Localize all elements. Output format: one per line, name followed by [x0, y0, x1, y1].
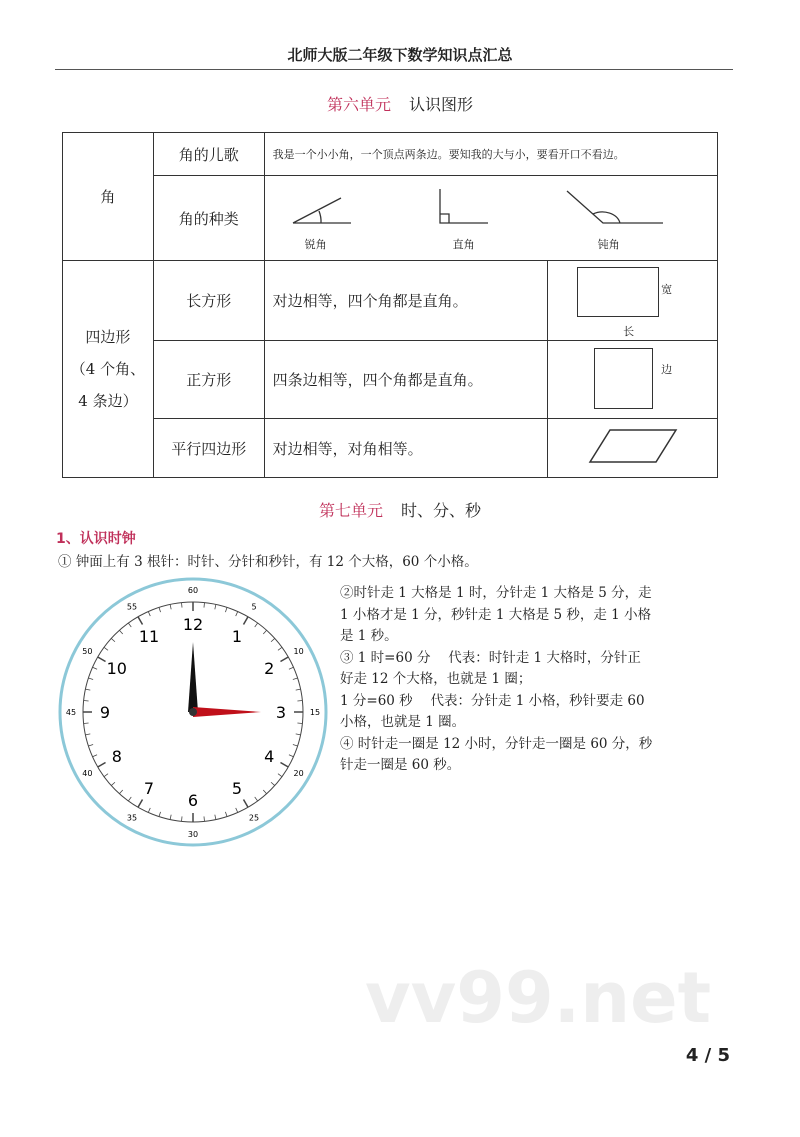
tick-mark: [111, 782, 115, 785]
tick-mark: [159, 607, 161, 612]
minute-numeral: 25: [248, 813, 260, 823]
tick-mark: [104, 647, 108, 650]
tick-mark: [148, 612, 150, 617]
tick-mark: [297, 723, 302, 724]
rectangle-shape: [577, 267, 659, 317]
cell-quad: [63, 261, 154, 478]
unit-number: 第七单元: [318, 501, 383, 520]
cell-square: 正方形: [153, 341, 264, 419]
cell-types-label: 角的种类: [153, 176, 264, 261]
tick-mark: [138, 617, 143, 625]
page-number: 4 / 5: [685, 1045, 730, 1066]
tick-mark: [296, 689, 301, 690]
label-side: 边: [661, 363, 673, 376]
clock-center: [189, 708, 197, 716]
hour-numeral: 2: [264, 659, 275, 678]
tick-mark: [204, 816, 205, 821]
tick-mark: [98, 657, 106, 662]
tick-mark: [93, 755, 98, 757]
hour-numeral: 3: [275, 703, 287, 722]
unit-number: 第六单元: [326, 95, 391, 114]
cell-para: 平行四边形: [153, 419, 264, 478]
tick-mark: [88, 678, 93, 680]
tick-mark: [182, 816, 183, 821]
hour-numeral: 7: [143, 779, 155, 799]
header-rule: [55, 69, 733, 70]
tick-mark: [104, 774, 108, 777]
tick-mark: [255, 797, 258, 801]
note-line: 小格，也就是 1 圈。: [340, 714, 466, 730]
tick-mark: [271, 638, 275, 641]
note-line: 1 分=60 秒 代表：分针走 1 小格，秒针要走 60: [340, 692, 645, 709]
label-obtuse: 钝角: [597, 238, 620, 251]
quad-note: （4 个角、: [70, 360, 146, 378]
parallelogram-shape: [588, 426, 678, 466]
watermark: vv99.net: [365, 957, 712, 1039]
tick-mark: [128, 797, 131, 801]
tick-mark: [98, 763, 106, 768]
tick-mark: [263, 790, 266, 794]
cell-rect-desc: 对边相等，四个角都是直角。: [264, 261, 547, 341]
cell-angle-types: [264, 176, 717, 261]
angle-diagrams: [265, 176, 719, 261]
cell-song: 我是一个小小角，一个顶点两条边。要知我的大与小，要看开口不看边。: [264, 133, 717, 176]
tick-mark: [159, 812, 161, 817]
cell-song-label: 角的儿歌: [153, 133, 264, 176]
tick-mark: [170, 815, 171, 820]
minute-numeral: 10: [293, 647, 304, 656]
tick-mark: [293, 678, 298, 680]
tick-mark: [244, 617, 249, 625]
tick-mark: [244, 799, 249, 807]
label-length: 长: [623, 325, 635, 338]
tick-mark: [215, 815, 216, 820]
tick-mark: [289, 755, 294, 757]
minute-numeral: 15: [309, 708, 321, 717]
tick-mark: [271, 782, 275, 785]
hour-numeral: 9: [99, 703, 111, 722]
section-heading: 1、认识时钟: [56, 531, 136, 547]
tick-mark: [215, 604, 216, 609]
minute-numeral: 50: [82, 647, 93, 656]
tick-mark: [293, 744, 298, 746]
quad-label: 四边形: [85, 328, 131, 346]
minute-hand: [188, 642, 198, 712]
tick-mark: [111, 638, 115, 641]
tick-mark: [88, 744, 93, 746]
note-line: 是 1 秒。: [340, 628, 398, 644]
cell-angle: 角: [63, 133, 154, 261]
tick-mark: [296, 734, 301, 735]
minute-numeral: 60: [187, 586, 199, 595]
tick-mark: [280, 763, 288, 768]
tick-mark: [278, 647, 282, 650]
note-line: 1 小格才是 1 分，秒针走 1 大格是 5 秒，走 1 小格: [340, 606, 652, 623]
tick-mark: [148, 808, 150, 813]
hour-numeral: 10: [106, 659, 127, 678]
hour-hand: [193, 707, 261, 717]
tick-mark: [138, 799, 143, 807]
tick-mark: [280, 657, 288, 662]
tick-mark: [85, 734, 90, 735]
tick-mark: [170, 604, 171, 609]
tick-mark: [182, 603, 183, 608]
hour-numeral: 6: [187, 791, 199, 810]
unit-title: 时、分、秒: [401, 501, 482, 520]
tick-mark: [93, 667, 98, 669]
hour-numeral: 5: [231, 779, 243, 799]
label-acute: 锐角: [304, 238, 327, 251]
note-line: ②时针走 1 大格是 1 时，分针走 1 大格是 5 分，走: [340, 585, 652, 601]
page-header: 北师大版二年级下数学知识点汇总: [287, 46, 513, 64]
note-line: ④ 时针走一圈是 12 小时，分针走一圈是 60 分，秒: [340, 735, 653, 752]
hour-numeral: 12: [182, 615, 204, 634]
tick-mark: [84, 701, 89, 702]
tick-mark: [255, 623, 258, 627]
tick-mark: [289, 667, 294, 669]
tick-mark: [297, 701, 302, 702]
cell-square-desc: 四条边相等，四个角都是直角。: [264, 341, 547, 419]
tick-mark: [119, 790, 122, 794]
tick-mark: [84, 723, 89, 724]
hour-numeral: 4: [264, 747, 275, 766]
minute-numeral: 30: [187, 830, 199, 839]
square-shape: [594, 348, 653, 409]
tick-mark: [236, 808, 238, 813]
tick-mark: [236, 612, 238, 617]
tick-mark: [225, 607, 227, 612]
note-line: 针走一圈是 60 秒。: [340, 757, 461, 773]
note-line: 好走 12 个大格，也就是 1 圈；: [340, 671, 532, 687]
minute-numeral: 5: [251, 602, 257, 612]
minute-numeral: 35: [126, 813, 138, 823]
note-line: ③ 1 时=60 分 代表：时针走 1 大格时，分针正: [340, 649, 641, 666]
unit7-heading: [0, 498, 800, 521]
tick-mark: [204, 603, 205, 608]
cell-para-desc: 对边相等，对角相等。: [264, 419, 547, 478]
cell-para-figure: [548, 419, 718, 478]
tick-mark: [225, 812, 227, 817]
tick-mark: [263, 630, 266, 634]
cell-rect: 长方形: [153, 261, 264, 341]
tick-mark: [119, 630, 122, 634]
quad-note: 4 条边）: [78, 392, 138, 410]
hour-numeral: 8: [111, 747, 122, 766]
clock-notes: [340, 583, 710, 777]
clock-face: [55, 575, 335, 850]
tick-mark: [278, 774, 282, 777]
label-right: 直角: [452, 238, 475, 251]
hour-numeral: 11: [138, 626, 160, 646]
minute-numeral: 45: [65, 708, 77, 717]
cell-square-figure: [548, 341, 718, 419]
hour-numeral: 1: [231, 626, 243, 646]
tick-mark: [85, 689, 90, 690]
unit6-heading: [0, 92, 800, 115]
label-width: 宽: [661, 283, 673, 296]
tick-mark: [128, 623, 131, 627]
unit-title: 认识图形: [409, 95, 474, 114]
clock-intro: ① 钟面上有 3 根针：时针、分针和秒针，有 12 个大格，60 个小格。: [58, 554, 478, 570]
shapes-table: [62, 132, 718, 478]
cell-rect-figure: [548, 261, 718, 341]
minute-numeral: 40: [82, 769, 93, 778]
minute-numeral: 55: [126, 602, 138, 612]
minute-numeral: 20: [293, 769, 304, 778]
